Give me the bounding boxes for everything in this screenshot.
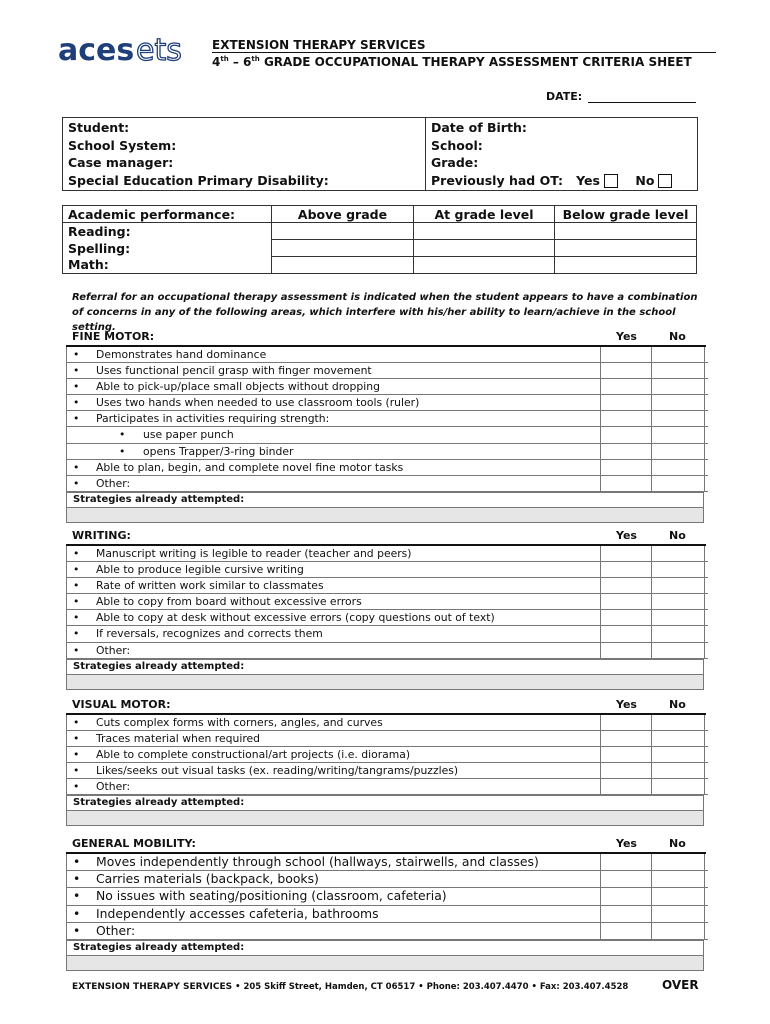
no-cell[interactable] <box>652 411 705 426</box>
yes-cell[interactable] <box>600 594 652 609</box>
no-cell[interactable] <box>652 379 705 394</box>
section-header <box>66 695 708 713</box>
list-item: • Other: <box>66 779 708 795</box>
yes-cell[interactable] <box>600 546 652 561</box>
writing-section <box>66 526 708 690</box>
no-cell[interactable] <box>652 347 705 362</box>
spelling-above-cell[interactable] <box>272 240 414 257</box>
yes-cell[interactable] <box>600 854 652 870</box>
yes-column-header: Yes <box>616 837 637 850</box>
no-cell[interactable] <box>652 871 705 887</box>
list-item: • Able to plan, begin, and complete novel fine motor tasks <box>66 460 708 476</box>
reading-above-cell[interactable] <box>272 223 414 240</box>
no-cell[interactable] <box>652 643 705 658</box>
list-item: • Participates in activities requiring strength: <box>66 411 708 427</box>
math-below-cell[interactable] <box>555 257 697 274</box>
list-item: • Other: <box>66 923 708 940</box>
reading-label: Reading: <box>63 223 272 240</box>
strategies-field[interactable] <box>66 675 704 690</box>
fine-motor-section <box>66 327 708 523</box>
yes-cell[interactable] <box>600 562 652 577</box>
yes-cell[interactable] <box>600 626 652 641</box>
section-header <box>66 526 708 544</box>
yes-cell[interactable] <box>600 444 652 459</box>
yes-cell[interactable] <box>600 871 652 887</box>
grade-label[interactable]: Grade: <box>431 155 479 170</box>
section-title: GENERAL MOBILITY: <box>72 837 196 850</box>
list-item: • Moves independently through school (hallways, stairwells, and classes) <box>66 854 708 871</box>
strategies-label: Strategies already attempted: <box>66 659 704 675</box>
reading-below-cell[interactable] <box>555 223 697 240</box>
no-column-header: No <box>669 698 686 711</box>
no-cell[interactable] <box>652 854 705 870</box>
no-cell[interactable] <box>652 395 705 410</box>
strategies-field[interactable] <box>66 956 704 971</box>
spelling-label: Spelling: <box>63 240 272 257</box>
list-item: • Other: <box>66 476 708 492</box>
footer-address: • 205 Skiff Street, Hamden, CT 06517 • Phone: 203.407.4470 • Fax: 203.407.4528 <box>232 982 629 992</box>
school-system-label[interactable]: School System: <box>68 137 177 153</box>
list-item: • Rate of written work similar to classmates <box>66 578 708 594</box>
yes-cell[interactable] <box>600 363 652 378</box>
yes-cell[interactable] <box>600 411 652 426</box>
yes-cell[interactable] <box>600 643 652 658</box>
yes-column-header: Yes <box>616 529 637 542</box>
list-item: • Uses two hands when needed to use classroom tools (ruler) <box>66 395 708 411</box>
referral-note: Referral for an occupational therapy assessment is indicated when the student appears to have a combination of concerns in any of the following areas, which interfere with his/her ability to learn/achieve in the school setting. <box>72 292 698 333</box>
yes-cell[interactable] <box>600 395 652 410</box>
date-field[interactable] <box>546 90 696 103</box>
aces-ets-logo <box>58 30 206 70</box>
list-subitem: • opens Trapper/3-ring binder <box>66 444 708 460</box>
yes-cell[interactable] <box>600 906 652 922</box>
yes-cell[interactable] <box>600 379 652 394</box>
list-item: • If reversals, recognizes and corrects them <box>66 626 708 642</box>
sheet-title: 4th – 6th GRADE OCCUPATIONAL THERAPY ASSESSMENT CRITERIA SHEET <box>212 55 692 69</box>
yes-cell[interactable] <box>600 747 652 762</box>
list-item: • No issues with seating/positioning (classroom, cafeteria) <box>66 888 708 905</box>
no-cell[interactable] <box>652 610 705 625</box>
list-subitem: • use paper punch <box>66 427 708 443</box>
list-item: • Able to pick-up/place small objects without dropping <box>66 379 708 395</box>
spelling-at-cell[interactable] <box>414 240 555 257</box>
list-item: • Demonstrates hand dominance <box>66 347 708 363</box>
yes-cell[interactable] <box>600 888 652 904</box>
spelling-below-cell[interactable] <box>555 240 697 257</box>
previous-ot-label: Previously had OT: <box>431 172 564 188</box>
no-cell[interactable] <box>652 779 705 794</box>
yes-cell[interactable] <box>600 347 652 362</box>
disability-label[interactable]: Special Education Primary Disability: <box>68 172 329 188</box>
math-at-cell[interactable] <box>414 257 555 274</box>
at-grade-header: At grade level <box>414 206 555 223</box>
yes-cell[interactable] <box>600 610 652 625</box>
list-item: • Likes/seeks out visual tasks (ex. reading/writing/tangrams/puzzles) <box>66 763 708 779</box>
no-column-header: No <box>669 330 686 343</box>
yes-column-header: Yes <box>616 330 637 343</box>
list-item: • Other: <box>66 643 708 659</box>
reading-at-cell[interactable] <box>414 223 555 240</box>
school-label[interactable]: School: <box>431 137 483 153</box>
case-manager-label[interactable]: Case manager: <box>68 155 174 170</box>
yes-cell[interactable] <box>600 763 652 778</box>
yes-cell[interactable] <box>600 923 652 939</box>
over-label: OVER <box>662 978 699 992</box>
math-above-cell[interactable] <box>272 257 414 274</box>
visual-motor-section <box>66 695 708 826</box>
above-grade-header: Above grade <box>272 206 414 223</box>
section-header <box>66 327 708 345</box>
below-grade-header: Below grade level <box>555 206 697 223</box>
footer-org: EXTENSION THERAPY SERVICES <box>72 982 233 992</box>
strategies-label: Strategies already attempted: <box>66 795 704 811</box>
no-cell[interactable] <box>652 715 705 730</box>
section-title: FINE MOTOR: <box>72 330 155 343</box>
list-item: • Able to copy at desk without excessive errors (copy questions out of text) <box>66 610 708 626</box>
section-title: WRITING: <box>72 529 131 542</box>
previous-ot-yes-label: Yes <box>576 172 600 188</box>
no-cell[interactable] <box>652 427 705 442</box>
no-cell[interactable] <box>652 763 705 778</box>
no-cell[interactable] <box>652 888 705 904</box>
section-header <box>66 834 708 852</box>
footer-contact <box>72 982 628 992</box>
yes-column-header: Yes <box>616 698 637 711</box>
yes-cell[interactable] <box>600 476 652 491</box>
no-cell[interactable] <box>652 546 705 561</box>
list-item: • Uses functional pencil grasp with finger movement <box>66 363 708 379</box>
list-item: • Independently accesses cafeteria, bathrooms <box>66 906 708 923</box>
yes-cell[interactable] <box>600 427 652 442</box>
org-title: EXTENSION THERAPY SERVICES <box>212 38 426 52</box>
strategies-field[interactable] <box>66 508 704 523</box>
no-cell[interactable] <box>652 363 705 378</box>
list-item: • Manuscript writing is legible to reader (teacher and peers) <box>66 546 708 562</box>
previous-ot-no-checkbox[interactable] <box>658 174 672 188</box>
list-item: • Traces material when required <box>66 731 708 747</box>
yes-cell[interactable] <box>600 460 652 475</box>
no-cell[interactable] <box>652 747 705 762</box>
general-mobility-section <box>66 834 708 971</box>
no-column-header: No <box>669 529 686 542</box>
list-item: • Carries materials (backpack, books) <box>66 871 708 888</box>
yes-cell[interactable] <box>600 715 652 730</box>
no-cell[interactable] <box>652 578 705 593</box>
no-cell[interactable] <box>652 476 705 491</box>
no-column-header: No <box>669 837 686 850</box>
student-info-table <box>62 117 698 191</box>
no-cell[interactable] <box>652 923 705 939</box>
math-label: Math: <box>63 257 272 274</box>
list-item: • Cuts complex forms with corners, angles, and curves <box>66 715 708 731</box>
header-rule <box>212 52 716 53</box>
previous-ot-yes-checkbox[interactable] <box>604 174 618 188</box>
date-label: DATE: <box>546 90 583 103</box>
logo-text-ets: ets <box>136 33 182 68</box>
yes-cell[interactable] <box>600 578 652 593</box>
yes-cell[interactable] <box>600 731 652 746</box>
academic-performance-table <box>62 205 697 274</box>
previous-ot-no-label: No <box>635 172 655 188</box>
list-item: • Able to complete constructional/art projects (i.e. diorama) <box>66 747 708 763</box>
list-item: • Able to produce legible cursive writing <box>66 562 708 578</box>
no-cell[interactable] <box>652 906 705 922</box>
logo-text-aces: aces <box>58 33 135 68</box>
strategies-field[interactable] <box>66 811 704 826</box>
list-item: • Able to copy from board without excessive errors <box>66 594 708 610</box>
strategies-label: Strategies already attempted: <box>66 940 704 956</box>
previous-ot-row <box>431 172 692 190</box>
no-cell[interactable] <box>652 562 705 577</box>
section-title: VISUAL MOTOR: <box>72 698 171 711</box>
strategies-label: Strategies already attempted: <box>66 492 704 508</box>
dob-label[interactable]: Date of Birth: <box>431 120 527 135</box>
no-cell[interactable] <box>652 626 705 641</box>
no-cell[interactable] <box>652 444 705 459</box>
date-line[interactable] <box>588 92 696 103</box>
academic-head: Academic performance: <box>63 206 272 223</box>
no-cell[interactable] <box>652 594 705 609</box>
no-cell[interactable] <box>652 731 705 746</box>
no-cell[interactable] <box>652 460 705 475</box>
student-label[interactable]: Student: <box>68 120 130 135</box>
yes-cell[interactable] <box>600 779 652 794</box>
